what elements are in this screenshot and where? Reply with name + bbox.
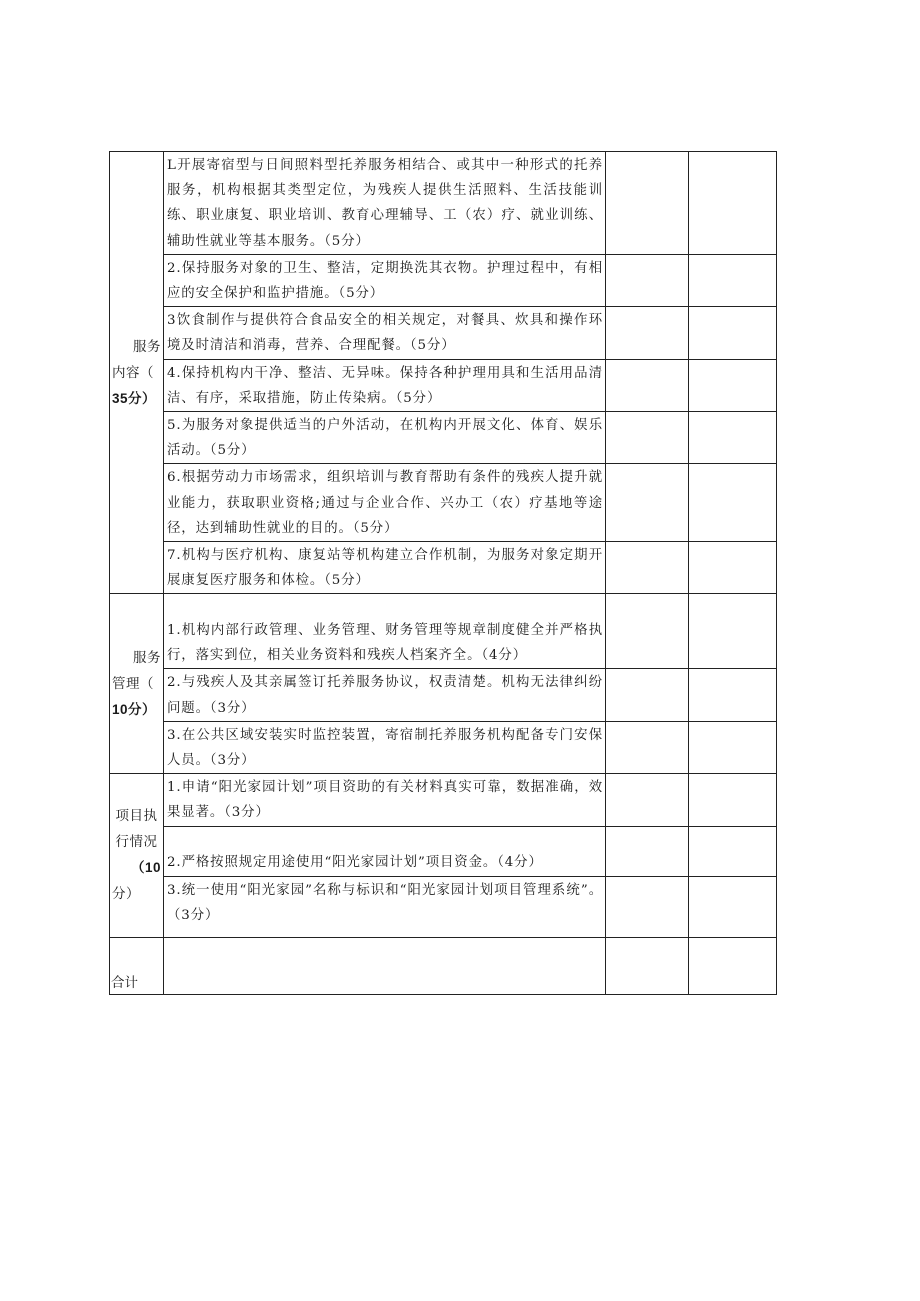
category-cell-service-management xyxy=(110,594,164,774)
remark-cell[interactable] xyxy=(689,669,777,721)
score-cell[interactable] xyxy=(606,307,689,359)
category-cell-service-content xyxy=(110,152,164,594)
criterion-text: L开展寄宿型与日间照料型托养服务相结合、或其中一种形式的托养服务，机构根据其类型定位，为残疾人提供生活照料、生活技能训练、职业康复、职业培训、教育心理辅导、工（农）疗、就业训练、辅助性就业等基本服务。（5分） xyxy=(164,152,606,255)
remark-cell[interactable] xyxy=(689,254,777,306)
remark-cell[interactable] xyxy=(689,464,777,542)
table-row xyxy=(110,542,777,594)
score-cell[interactable] xyxy=(606,359,689,411)
score-cell[interactable] xyxy=(606,774,689,826)
remark-cell[interactable] xyxy=(689,542,777,594)
table-row xyxy=(110,152,777,255)
score-cell[interactable] xyxy=(606,826,689,876)
category-label-line2: 管理（ xyxy=(112,675,154,692)
criterion-text: 5.为服务对象提供适当的户外活动，在机构内开展文化、体育、娱乐活动。（5分） xyxy=(164,412,606,464)
table-row xyxy=(110,774,777,826)
table-row xyxy=(110,876,777,937)
criterion-text: 3饮食制作与提供符合食品安全的相关规定，对餐具、炊具和操作环境及时清洁和消毒，营养、合理配餐。（5分） xyxy=(164,307,606,359)
remark-cell[interactable] xyxy=(689,774,777,826)
category-label-line1: 服务 xyxy=(133,649,161,666)
table-row xyxy=(110,464,777,542)
score-cell[interactable] xyxy=(606,876,689,937)
criterion-text: 1.申请“阳光家园计划”项目资助的有关材料真实可靠，数据准确，效果显著。（3分） xyxy=(164,774,606,826)
score-cell[interactable] xyxy=(606,254,689,306)
criterion-text: 6.根据劳动力市场需求，组织培训与教育帮助有条件的残疾人提升就业能力，获取职业资格;通过与企业合作、兴办工（农）疗基地等途径，达到辅助性就业的目的。（5分） xyxy=(164,464,606,542)
table-row xyxy=(110,669,777,721)
table-row xyxy=(110,412,777,464)
score-cell[interactable] xyxy=(606,937,689,994)
table-row-total xyxy=(110,937,777,994)
remark-cell[interactable] xyxy=(689,152,777,255)
criterion-text: 3.统一使用“阳光家园”名称与标识和“阳光家园计划项目管理系统”。（3分） xyxy=(164,876,606,937)
score-cell[interactable] xyxy=(606,464,689,542)
table-row xyxy=(110,721,777,773)
category-label-line3: 35分） xyxy=(112,390,157,406)
remark-cell[interactable] xyxy=(689,721,777,773)
category-label-line1: 项目执 xyxy=(115,808,158,825)
category-label-line2: 行情况 xyxy=(115,834,158,851)
criterion-text: 2.与残疾人及其亲属签订托养服务协议，权责清楚。机构无法律纠纷问题。（3分） xyxy=(164,669,606,721)
total-label: 合计 xyxy=(110,937,164,994)
criterion-text: 3.在公共区域安装实时监控装置，寄宿制托养服务机构配备专门安保人员。（3分） xyxy=(164,721,606,773)
remark-cell[interactable] xyxy=(689,937,777,994)
evaluation-table xyxy=(109,151,777,995)
criterion-text: 4.保持机构内干净、整洁、无异味。保持各种护理用具和生活用品清洁、有序，采取措施，防止传染病。（5分） xyxy=(164,359,606,411)
table-row xyxy=(110,826,777,876)
score-cell[interactable] xyxy=(606,412,689,464)
category-label-line3: （10 xyxy=(130,860,161,876)
criterion-text: 2.保持服务对象的卫生、整洁，定期换洗其衣物。护理过程中，有相应的安全保护和监护措施。（5分） xyxy=(164,254,606,306)
remark-cell[interactable] xyxy=(689,412,777,464)
remark-cell[interactable] xyxy=(689,826,777,876)
remark-cell[interactable] xyxy=(689,307,777,359)
score-cell[interactable] xyxy=(606,669,689,721)
category-label-line1: 服务 xyxy=(133,338,161,355)
remark-cell[interactable] xyxy=(689,359,777,411)
remark-cell[interactable] xyxy=(689,594,777,669)
score-cell[interactable] xyxy=(606,542,689,594)
remark-cell[interactable] xyxy=(689,876,777,937)
criterion-text: 2.严格按照规定用途使用“阳光家园计划”项目资金。（4分） xyxy=(164,826,606,876)
category-label-line3: 10分） xyxy=(112,701,157,717)
score-cell[interactable] xyxy=(606,594,689,669)
criterion-text: 1.机构内部行政管理、业务管理、财务管理等规章制度健全并严格执行，落实到位，相关业务资料和残疾人档案齐全。（4分） xyxy=(164,594,606,669)
table-row xyxy=(110,594,777,669)
category-label-line4: 分） xyxy=(112,886,140,903)
total-value-cell[interactable] xyxy=(164,937,606,994)
score-cell[interactable] xyxy=(606,152,689,255)
category-cell-project-execution xyxy=(110,774,164,937)
table-row xyxy=(110,307,777,359)
table-row xyxy=(110,254,777,306)
table-row xyxy=(110,359,777,411)
criterion-text: 7.机构与医疗机构、康复站等机构建立合作机制，为服务对象定期开展康复医疗服务和体检。（5分） xyxy=(164,542,606,594)
category-label-line2: 内容（ xyxy=(112,364,154,381)
score-cell[interactable] xyxy=(606,721,689,773)
